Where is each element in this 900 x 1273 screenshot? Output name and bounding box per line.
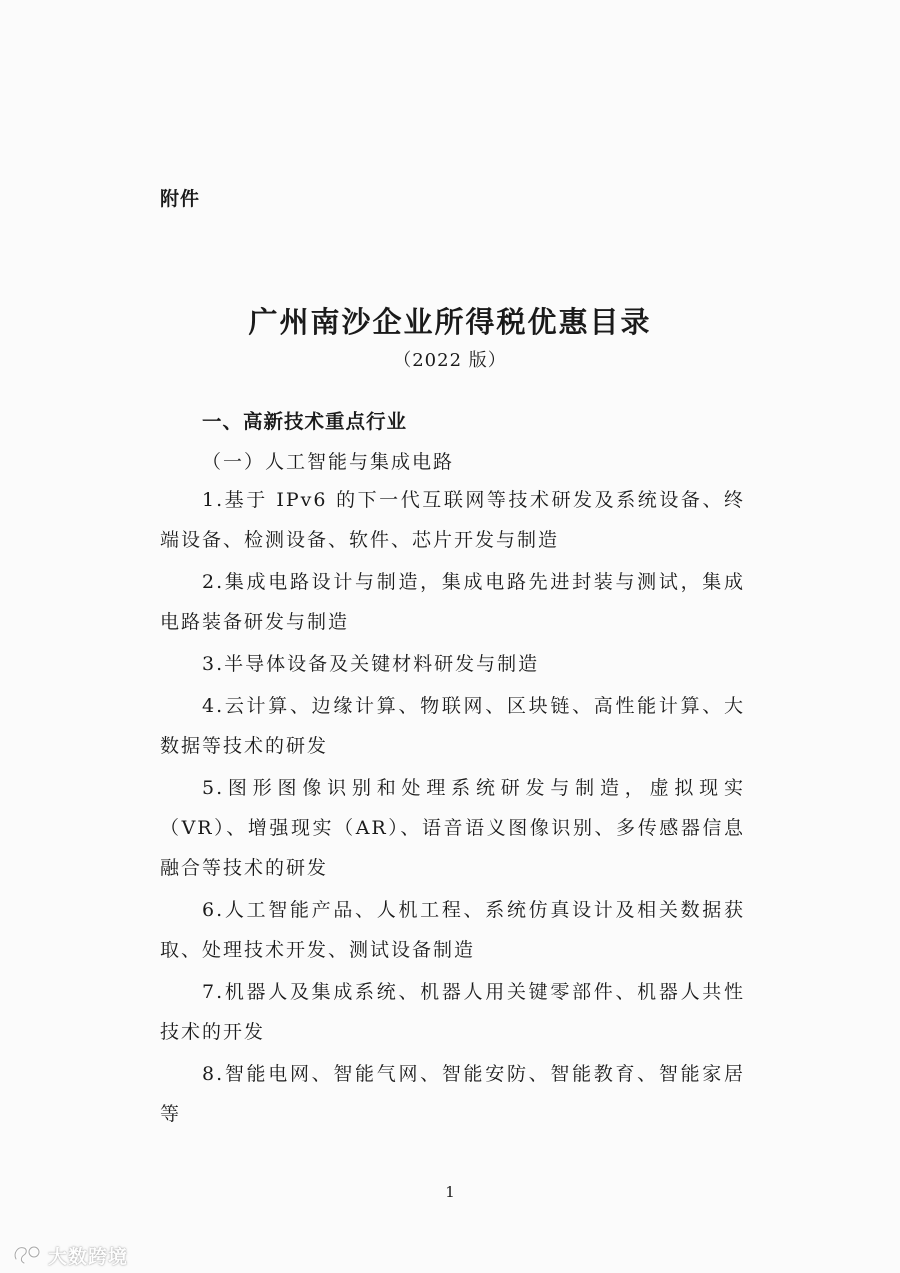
watermark bbox=[12, 1242, 128, 1269]
item-list bbox=[160, 480, 745, 1136]
list-item: 4.云计算、边缘计算、物联网、区块链、高性能计算、大数据等技术的研发 bbox=[160, 695, 745, 757]
list-item: 7.机器人及集成系统、机器人用关键零部件、机器人共性技术的开发 bbox=[160, 981, 745, 1043]
subsection-heading: （一）人工智能与集成电路 bbox=[202, 451, 455, 473]
section-heading: 一、高新技术重点行业 bbox=[202, 410, 408, 433]
list-item: 1.基于 IPv6 的下一代互联网等技术研发及系统设备、终端设备、检测设备、软件、芯片开发与制造 bbox=[160, 489, 745, 551]
list-item: 6.人工智能产品、人机工程、系统仿真设计及相关数据获取、处理技术开发、测试设备制造 bbox=[160, 899, 745, 961]
list-item: 8.智能电网、智能气网、智能安防、智能教育、智能家居等 bbox=[160, 1063, 745, 1125]
attachment-label: 附件 bbox=[160, 188, 201, 210]
list-item: 2.集成电路设计与制造，集成电路先进封装与测试，集成电路装备研发与制造 bbox=[160, 571, 745, 633]
list-item: 5.图形图像识别和处理系统研发与制造，虚拟现实（VR）、增强现实（AR）、语音语义图像识别、多传感器信息融合等技术的研发 bbox=[160, 777, 745, 879]
list-item: 3.半导体设备及关键材料研发与制造 bbox=[202, 653, 540, 675]
page-number: 1 bbox=[445, 1183, 455, 1201]
document-title: 广州南沙企业所得税优惠目录 bbox=[248, 305, 652, 339]
watermark-text: 大数跨境 bbox=[48, 1246, 129, 1268]
logo-icon bbox=[12, 1243, 42, 1269]
document-edition: （2022 版） bbox=[393, 350, 507, 371]
